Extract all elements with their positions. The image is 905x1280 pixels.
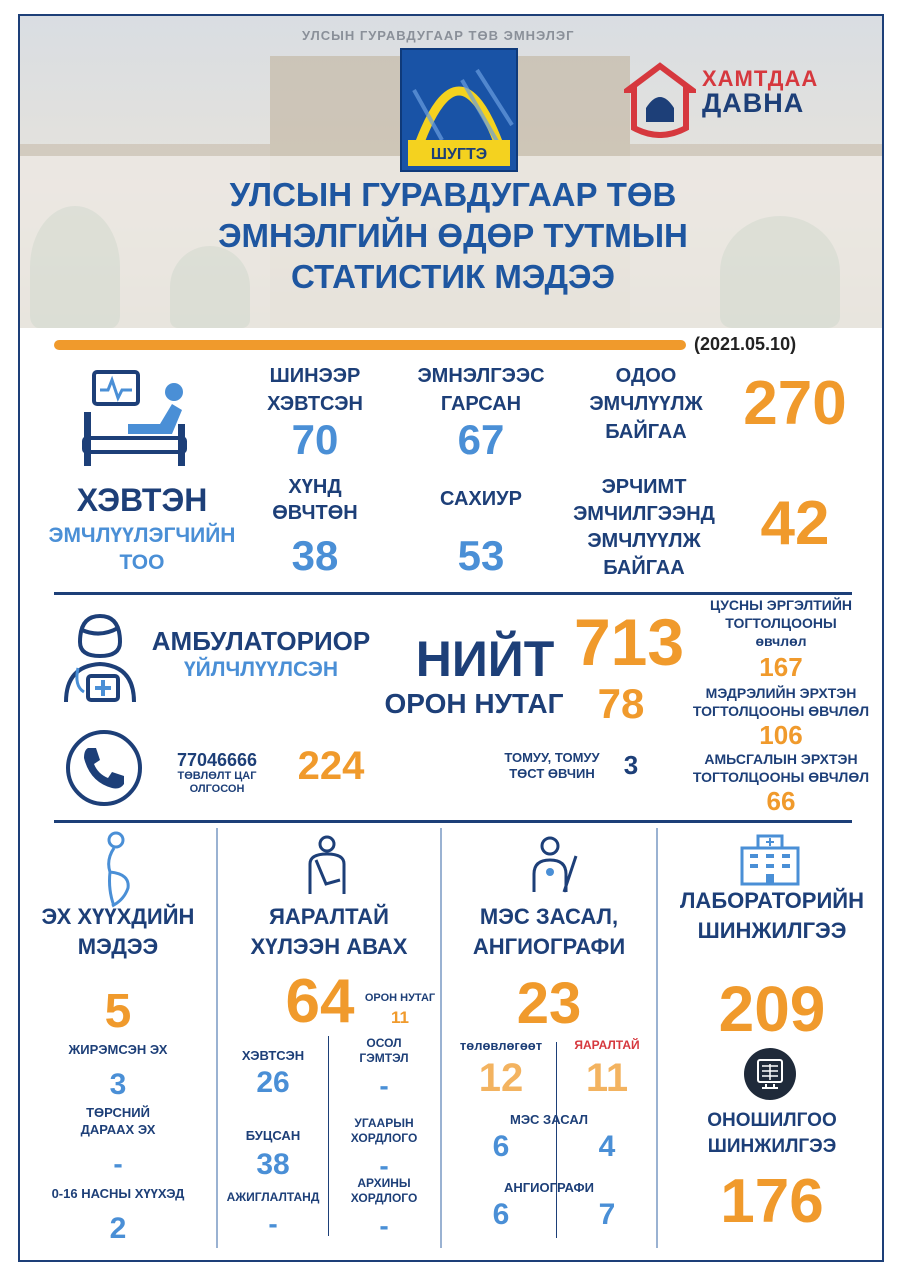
phone-value: 224	[297, 744, 365, 788]
logo-text: ШУГТЭ	[430, 146, 488, 163]
maternal-title-line-1: ЭХ ХҮҮХДИЙН	[41, 904, 195, 929]
urgent-value: 11	[585, 1056, 629, 1100]
observation-value: -	[268, 1208, 278, 1239]
emergency-title-line-1: ЯАРАЛТАЙ	[269, 904, 389, 929]
brand-line-1: ХАМТДАА	[702, 66, 819, 91]
emergency-rural-value: 11	[391, 1008, 409, 1027]
surgery-title-line-2: АНГИОГРАФИ	[472, 934, 626, 959]
building-sign: УЛСЫН ГУРАВДУГААР ТӨВ ЭМНЭЛЭГ	[302, 28, 575, 43]
surgeon-icon	[528, 834, 580, 896]
title-line-1: УЛСЫН ГУРАВДУГААР ТӨВ	[229, 176, 677, 213]
diabetes-value: 53	[457, 532, 505, 579]
co-label-line-1: УГААРЫН	[354, 1116, 414, 1130]
diabetes-label: САХИУР	[440, 488, 522, 510]
brand-line-2: ДАВНА	[702, 88, 805, 118]
surgery-title	[442, 902, 656, 962]
emergency-inner-divider	[328, 1036, 329, 1236]
inpatient-subtitle-line-2: ТОО	[119, 551, 165, 574]
postpartum-label	[20, 1104, 216, 1138]
diagnostic-label-line-2: ШИНЖИЛГЭЭ	[707, 1136, 837, 1157]
flu-value: 3	[623, 750, 639, 780]
returned-value: 38	[256, 1148, 290, 1181]
pregnant-value: 3	[109, 1068, 127, 1101]
icu-label-line-1: ЭРЧИМТ	[601, 476, 687, 498]
report-date: (2021.05.10)	[694, 334, 797, 354]
neuro-value: 106	[759, 720, 803, 750]
surgery-value: 23	[516, 971, 582, 1036]
inpatient-subtitle-line-1: ЭМЧЛҮҮЛЭГЧИЙН	[48, 524, 236, 547]
header-photo	[20, 16, 884, 328]
injured-arm-icon	[302, 834, 352, 896]
discharged-label	[398, 362, 564, 418]
icu-label	[546, 474, 742, 582]
maternal-title	[20, 902, 216, 962]
doctor-icon	[60, 612, 140, 704]
lab-title-line-2: ШИНЖИЛГЭЭ	[697, 918, 847, 943]
cardio-label	[696, 596, 866, 650]
severe-patients-value: 38	[291, 532, 339, 579]
icu-label-line-3: ЭМЧЛҮҮЛЖ	[587, 530, 701, 552]
new-admissions-value: 70	[291, 416, 339, 463]
current-patients-label	[566, 362, 726, 446]
severe-patients-label	[240, 474, 390, 526]
flu-label-line-2: ТӨСТ ӨВЧИН	[509, 766, 595, 781]
section-divider	[54, 820, 852, 823]
severe-label-line-1: ХҮНД	[288, 476, 342, 498]
discharged-label-line-1: ЭМНЭЛГЭЭС	[417, 365, 545, 387]
phone-label	[152, 770, 282, 796]
cardio-value: 167	[759, 652, 803, 682]
phone-label-line-1: ТӨВЛӨЛТ ЦАГ	[177, 770, 257, 782]
title-line-3: СТАТИСТИК МЭДЭЭ	[291, 258, 615, 295]
phone-icon	[64, 728, 144, 808]
postpartum-label-line-1: ТӨРСНИЙ	[86, 1105, 150, 1120]
returned-label: БУЦСАН	[245, 1128, 301, 1143]
inpatient-title: ХЭВТЭН	[76, 482, 208, 518]
lab-title-line-1: ЛАБОРАТОРИЙН	[680, 888, 864, 913]
outpatient-rural-value: 78	[597, 680, 645, 727]
injury-label	[330, 1036, 438, 1066]
orange-divider	[54, 340, 686, 350]
neuro-label	[684, 684, 878, 720]
inpatient-subtitle	[34, 522, 250, 576]
icu-label-line-4: БАЙГАА	[603, 557, 685, 579]
current-label-line-3: БАЙГАА	[605, 421, 687, 443]
admitted-value: 26	[256, 1066, 290, 1099]
alcohol-poisoning-label	[330, 1176, 438, 1206]
neuro-label-line-1: МЭДРЭЛИЙН ЭРХТЭН	[705, 685, 857, 701]
surgery-subtotal-label: МЭС ЗАСАЛ	[509, 1112, 589, 1127]
brand-slogan	[702, 68, 818, 117]
co-label-line-2: ХОРДЛОГО	[350, 1131, 418, 1145]
emergency-value: 64	[285, 967, 355, 1036]
injury-label-line-2: ГЭМТЭЛ	[359, 1051, 409, 1065]
surgery-title-line-1: МЭС ЗАСАЛ,	[479, 904, 619, 929]
co-poisoning-value: -	[379, 1150, 389, 1181]
injury-label-line-1: ОСОЛ	[366, 1036, 402, 1050]
column-divider	[216, 828, 218, 1248]
icu-value: 42	[760, 489, 830, 558]
admitted-label: ХЭВТСЭН	[241, 1048, 305, 1063]
current-label-line-2: ЭМЧЛҮҮЛЖ	[589, 393, 703, 415]
resp-label-line-1: АМЬСГАЛЫН ЭРХТЭН	[704, 751, 858, 767]
injury-value: -	[379, 1070, 389, 1101]
discharged-value: 67	[457, 416, 505, 463]
outpatient-subtitle: ҮЙЛЧЛҮҮЛСЭН	[183, 658, 339, 681]
severe-label-line-2: ӨВЧТӨН	[272, 502, 358, 524]
outpatient-title: АМБУЛАТОРИОР	[151, 626, 371, 656]
planned-value: 12	[478, 1056, 524, 1100]
diagnostic-value: 176	[720, 1167, 824, 1236]
children-value: 2	[109, 1212, 127, 1245]
cardio-label-line-2: ТОГТОЛЦООНЫ	[725, 615, 837, 631]
emergency-title-line-2: ХҮЛЭЭН АВАХ	[250, 934, 408, 959]
hospital-building-icon	[738, 828, 802, 886]
resp-label	[684, 750, 878, 786]
phone-label-line-2: ОЛГОСОН	[189, 783, 245, 795]
children-label: 0-16 НАСНЫ ХҮҮХЭД	[51, 1186, 185, 1201]
resp-value: 66	[766, 786, 796, 816]
alcohol-label-line-1: АРХИНЫ	[357, 1176, 411, 1190]
surgery-inner-divider	[556, 1042, 557, 1238]
cardio-label-line-3: өвчлөл	[755, 633, 807, 649]
resp-label-line-2: ТОГТОЛЦООНЫ ӨВЧЛӨЛ	[692, 769, 870, 785]
emergency-rural-label: ОРОН НУТАГ	[364, 992, 436, 1004]
angio-urgent-value: 7	[598, 1198, 616, 1231]
new-label-line-1: ШИНЭЭР	[269, 365, 361, 387]
current-patients-value: 270	[743, 369, 847, 438]
flu-label	[490, 750, 614, 782]
emergency-title	[218, 902, 440, 962]
section-divider	[54, 592, 852, 595]
postpartum-label-line-2: ДАРААХ ЭХ	[80, 1122, 156, 1137]
new-label-line-2: ХЭВТСЭН	[267, 393, 363, 415]
icu-label-line-2: ЭМЧИЛГЭЭНД	[573, 503, 715, 525]
pregnant-label: ЖИРЭМСЭН ЭХ	[68, 1042, 168, 1057]
alcohol-poisoning-value: -	[379, 1210, 389, 1241]
pregnant-woman-icon	[92, 830, 142, 908]
outpatient-total-label: НИЙТ	[415, 631, 555, 687]
angio-label: АНГИОГРАФИ	[503, 1180, 594, 1195]
co-poisoning-label	[330, 1116, 438, 1146]
surgery-urgent-value: 4	[598, 1130, 616, 1163]
diagnostic-label	[658, 1108, 884, 1160]
discharged-label-line-2: ГАРСАН	[440, 393, 522, 415]
page-title	[20, 174, 884, 297]
angio-planned-value: 6	[492, 1198, 510, 1231]
planned-label: төлөвлөгөөт	[459, 1038, 543, 1053]
infographic-frame	[18, 14, 884, 1262]
urgent-label: ЯАРАЛТАЙ	[574, 1038, 640, 1052]
neuro-label-line-2: ТОГТОЛЦООНЫ ӨВЧЛӨЛ	[692, 703, 870, 719]
maternal-title-line-2: МЭДЭЭ	[77, 934, 159, 959]
house-shield-icon	[624, 62, 696, 138]
alcohol-label-line-2: ХОРДЛОГО	[350, 1191, 418, 1205]
lab-title	[658, 886, 884, 946]
outpatient-rural-label: ОРОН НУТАГ	[384, 688, 564, 719]
current-label-line-1: ОДОО	[615, 365, 677, 387]
postpartum-value: -	[113, 1148, 123, 1179]
surgery-planned-value: 6	[492, 1130, 510, 1163]
maternal-value: 5	[104, 985, 132, 1038]
new-admissions-label	[240, 362, 390, 418]
cardio-label-line-1: ЦУСНЫ ЭРГЭЛТИЙН	[709, 597, 853, 613]
phone-number: 77046666	[176, 750, 258, 770]
hospital-logo	[400, 48, 518, 172]
diagnostic-label-line-1: ОНОШИЛГОО	[707, 1110, 837, 1131]
flu-label-line-1: ТОМУУ, ТОМУУ	[504, 750, 600, 765]
outpatient-total-value: 713	[573, 605, 685, 679]
title-line-2: ЭМНЭЛГИЙН ӨДӨР ТУТМЫН	[218, 217, 688, 254]
hospital-bed-icon	[78, 368, 194, 468]
lab-value: 209	[718, 973, 826, 1045]
xray-icon	[742, 1046, 798, 1102]
observation-label: АЖИГЛАЛТАНД	[226, 1190, 320, 1204]
